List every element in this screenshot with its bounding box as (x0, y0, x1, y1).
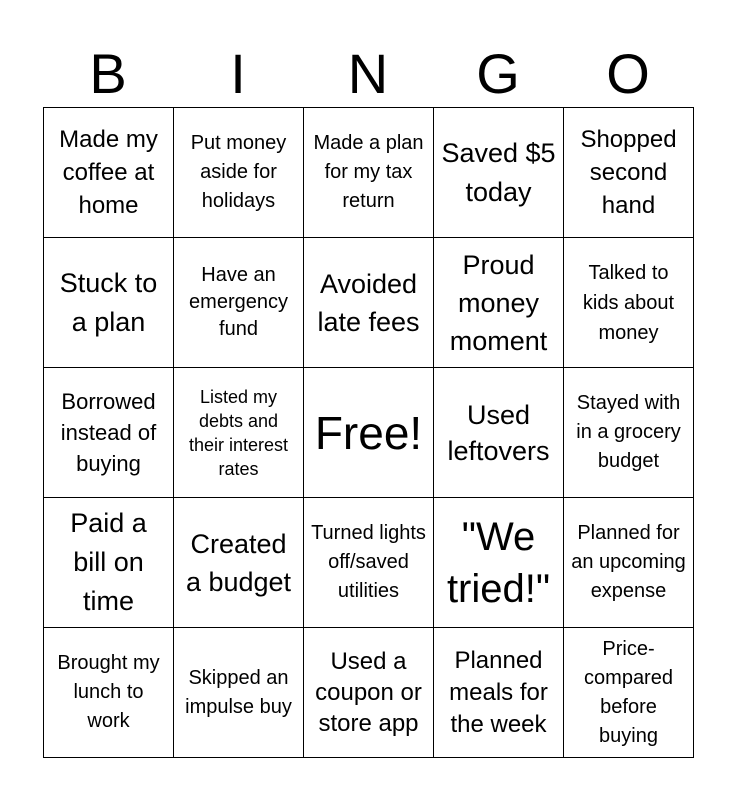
bingo-cell-r2c5[interactable] (564, 238, 694, 368)
header-letter-n: N (347, 42, 389, 105)
bingo-cell-text: Paid a bill on time (70, 508, 147, 616)
bingo-cell-r4c5[interactable] (564, 498, 694, 628)
bingo-cell-r1c5[interactable] (564, 108, 694, 238)
bingo-cell-text: Made my coffee at home (59, 126, 158, 219)
bingo-cell-r1c4[interactable] (434, 108, 564, 238)
bingo-cell-text: Listed my debts and their interest rates (188, 386, 289, 479)
bingo-cell-text: Turned lights off/saved utilities (311, 522, 426, 602)
bingo-cell-text: Have an emergency fund (189, 264, 288, 340)
bingo-cell-r1c3[interactable] (304, 108, 434, 238)
bingo-cell-r3c4[interactable] (434, 368, 564, 498)
bingo-cell-text: "We tried!" (446, 514, 551, 611)
bingo-cell-text: Brought my lunch to work (57, 652, 160, 732)
bingo-cell-text: Saved $5 today (441, 137, 556, 207)
bingo-cell-text: Put money aside for holidays (190, 132, 287, 212)
bingo-cell-text: Proud money moment (449, 249, 548, 356)
bingo-cell-text: Used leftovers (447, 399, 550, 466)
bingo-cell-text: Stayed with in a grocery budget (576, 392, 681, 472)
bingo-cell-r5c2[interactable] (174, 628, 304, 758)
bingo-header (43, 40, 693, 108)
bingo-cell-text: Stuck to a plan (59, 267, 158, 337)
header-letter-b: B (89, 42, 127, 105)
bingo-cell-text: Planned meals for the week (449, 646, 548, 738)
bingo-cell-text: Talked to kids about money (582, 261, 675, 344)
header-letter-g: G (476, 42, 520, 105)
bingo-cell-r4c1[interactable] (44, 498, 174, 628)
bingo-cell-text: Planned for an upcoming expense (571, 522, 686, 602)
bingo-cell-r5c5[interactable] (564, 628, 694, 758)
header-letter-i: I (230, 42, 246, 105)
bingo-cell-r3c2[interactable] (174, 368, 304, 498)
header-letter-o: O (606, 42, 650, 105)
bingo-cell-r3c5[interactable] (564, 368, 694, 498)
bingo-cell-r1c1[interactable] (44, 108, 174, 238)
bingo-cell-text: Avoided late fees (317, 268, 420, 337)
bingo-cell-r4c4[interactable] (434, 498, 564, 628)
bingo-cell-text: Used a coupon or store app (315, 648, 422, 737)
bingo-cell-r4c2[interactable] (174, 498, 304, 628)
bingo-cell-r4c3[interactable] (304, 498, 434, 628)
bingo-cell-text: Skipped an impulse buy (185, 666, 292, 718)
bingo-cell-r3c3[interactable] (304, 368, 434, 498)
bingo-cell-r1c2[interactable] (174, 108, 304, 238)
bingo-cell-r2c3[interactable] (304, 238, 434, 368)
bingo-cell-r5c1[interactable] (44, 628, 174, 758)
bingo-cell-text: Shopped second hand (580, 126, 677, 219)
bingo-cell-text: Price-compared before buying (584, 637, 673, 747)
free-space-text: Free! (314, 406, 423, 459)
bingo-cell-text: Made a plan for my tax return (313, 132, 424, 212)
bingo-cell-text: Created a budget (185, 528, 292, 597)
bingo-cell-r2c2[interactable] (174, 238, 304, 368)
bingo-cell-text: Borrowed instead of buying (60, 389, 157, 476)
bingo-cell-r5c3[interactable] (304, 628, 434, 758)
bingo-cell-r3c1[interactable] (44, 368, 174, 498)
bingo-cell-r2c4[interactable] (434, 238, 564, 368)
bingo-cell-r5c4[interactable] (434, 628, 564, 758)
bingo-card-grid (43, 107, 694, 758)
bingo-cell-r2c1[interactable] (44, 238, 174, 368)
